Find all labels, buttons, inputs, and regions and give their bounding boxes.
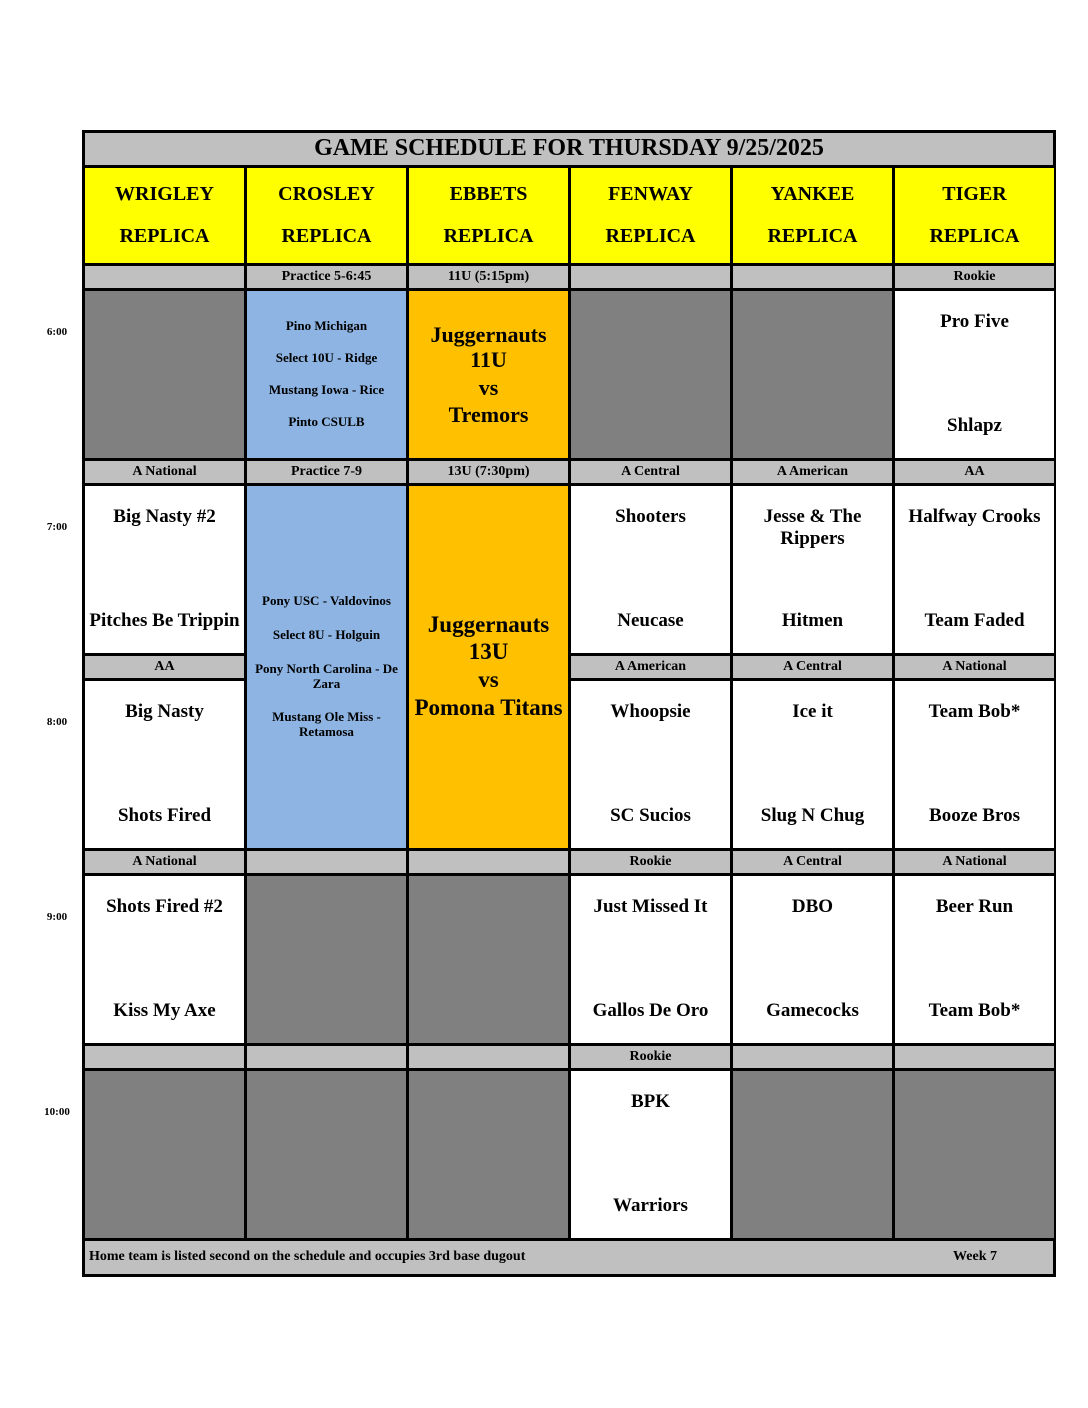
empty-slot bbox=[895, 1071, 1054, 1238]
division-label: Rookie bbox=[571, 851, 730, 873]
away-team: Team Bob* bbox=[928, 701, 1021, 722]
home-team: Shlapz bbox=[947, 415, 1002, 437]
venue-name: TIGER bbox=[942, 183, 1007, 206]
home-team: SC Sucios bbox=[610, 805, 691, 827]
away-team: Shooters bbox=[615, 506, 686, 527]
game-cell[interactable] bbox=[733, 876, 892, 1043]
game-cell[interactable] bbox=[733, 486, 892, 653]
game-cell[interactable] bbox=[571, 486, 730, 653]
game-cell[interactable] bbox=[85, 876, 244, 1043]
game-cell[interactable] bbox=[895, 291, 1054, 458]
time-label: 10:00 bbox=[44, 1106, 70, 1118]
venue-header bbox=[409, 168, 568, 263]
featured-line: vs bbox=[478, 374, 499, 400]
away-team: DBO bbox=[791, 896, 834, 917]
away-team: Whoopsie bbox=[610, 701, 691, 722]
home-team: Team Bob* bbox=[928, 1000, 1021, 1022]
footer-note: Home team is listed second on the schedule and occupies 3rd base dugout bbox=[89, 1249, 526, 1265]
venue-subtitle: REPLICA bbox=[929, 224, 1020, 247]
featured-line: Juggernauts 13U bbox=[427, 612, 550, 664]
empty-slot bbox=[409, 876, 568, 1043]
week-label: Week 7 bbox=[953, 1249, 997, 1265]
away-team: Pro Five bbox=[940, 311, 1009, 332]
home-team: Shots Fired bbox=[117, 805, 212, 827]
division-label bbox=[733, 266, 892, 288]
division-label bbox=[409, 851, 568, 873]
division-label: 11U (5:15pm) bbox=[409, 266, 568, 288]
venue-subtitle: REPLICA bbox=[605, 224, 696, 247]
venue-name: CROSLEY bbox=[278, 183, 375, 206]
venue-subtitle: REPLICA bbox=[767, 224, 858, 247]
practice-team: Pino Michigan bbox=[285, 318, 368, 334]
away-team: BPK bbox=[630, 1091, 671, 1112]
time-label: 6:00 bbox=[46, 326, 68, 338]
division-label: Practice 7-9 bbox=[247, 461, 406, 483]
away-team: Big Nasty #2 bbox=[113, 506, 216, 527]
venue-header bbox=[247, 168, 406, 263]
division-label: AA bbox=[85, 656, 244, 678]
game-cell[interactable] bbox=[895, 681, 1054, 848]
division-label: A National bbox=[85, 851, 244, 873]
division-label bbox=[409, 1046, 568, 1068]
schedule-table bbox=[82, 130, 1056, 1277]
game-cell[interactable] bbox=[571, 1071, 730, 1238]
game-cell[interactable] bbox=[895, 486, 1054, 653]
home-team: Pitches Be Trippin bbox=[89, 610, 240, 632]
empty-slot bbox=[247, 1071, 406, 1238]
away-team: Big Nasty bbox=[125, 701, 204, 722]
featured-line: Pomona Titans bbox=[414, 695, 563, 721]
schedule-title: GAME SCHEDULE FOR THURSDAY 9/25/2025 bbox=[85, 133, 1053, 165]
game-cell[interactable] bbox=[85, 486, 244, 653]
division-label: A National bbox=[85, 461, 244, 483]
empty-slot bbox=[409, 1071, 568, 1238]
home-team: Team Faded bbox=[924, 610, 1025, 632]
venue-subtitle: REPLICA bbox=[281, 224, 372, 247]
home-team: Hitmen bbox=[781, 610, 844, 632]
division-label bbox=[85, 266, 244, 288]
practice-team: Mustang Iowa - Rice bbox=[268, 382, 385, 397]
home-team: Slug N Chug bbox=[760, 805, 865, 827]
away-team: Beer Run bbox=[935, 896, 1014, 917]
time-label: 9:00 bbox=[46, 911, 68, 923]
venue-name: YANKEE bbox=[770, 183, 855, 206]
away-team: Jesse & The Rippers bbox=[763, 506, 862, 549]
division-label: A National bbox=[895, 656, 1054, 678]
away-team: Shots Fired #2 bbox=[106, 896, 223, 917]
featured-line: Tremors bbox=[448, 401, 529, 427]
practice-block[interactable] bbox=[247, 291, 406, 458]
away-team: Halfway Crooks bbox=[908, 506, 1041, 527]
time-label: 8:00 bbox=[46, 716, 68, 728]
schedule-footer bbox=[85, 1241, 1053, 1274]
division-label: A Central bbox=[733, 851, 892, 873]
empty-slot bbox=[733, 291, 892, 458]
division-label: Practice 5-6:45 bbox=[247, 266, 406, 288]
division-label bbox=[247, 851, 406, 873]
division-label bbox=[571, 266, 730, 288]
venue-subtitle: REPLICA bbox=[443, 224, 534, 247]
featured-line: vs bbox=[478, 667, 499, 692]
division-label bbox=[895, 1046, 1054, 1068]
empty-slot bbox=[733, 1071, 892, 1238]
home-team: Gamecocks bbox=[766, 1000, 859, 1022]
home-team: Kiss My Axe bbox=[113, 1000, 216, 1022]
empty-slot bbox=[85, 291, 244, 458]
featured-game[interactable] bbox=[409, 486, 568, 848]
venue-name: FENWAY bbox=[608, 183, 693, 206]
practice-team: Select 8U - Holguin bbox=[272, 626, 381, 642]
empty-slot bbox=[85, 1071, 244, 1238]
division-label: A National bbox=[895, 851, 1054, 873]
game-cell[interactable] bbox=[733, 681, 892, 848]
division-label: A American bbox=[571, 656, 730, 678]
featured-line: Juggernauts 11U bbox=[430, 321, 547, 373]
division-label: 13U (7:30pm) bbox=[409, 461, 568, 483]
venue-name: EBBETS bbox=[449, 183, 528, 206]
home-team: Warriors bbox=[613, 1195, 688, 1217]
division-label: A Central bbox=[571, 461, 730, 483]
venue-header bbox=[895, 168, 1054, 263]
practice-team: Select 10U - Ridge bbox=[275, 350, 378, 366]
home-team: Booze Bros bbox=[929, 805, 1020, 827]
practice-team: Mustang Ole Miss - Retamosa bbox=[272, 709, 381, 740]
division-label bbox=[733, 1046, 892, 1068]
home-team: Gallos De Oro bbox=[592, 1000, 709, 1022]
game-cell[interactable] bbox=[571, 876, 730, 1043]
time-label: 7:00 bbox=[46, 521, 68, 533]
division-label bbox=[85, 1046, 244, 1068]
practice-team: Pinto CSULB bbox=[288, 413, 365, 429]
game-cell[interactable] bbox=[85, 681, 244, 848]
away-team: Just Missed It bbox=[593, 896, 708, 917]
practice-team: Pony USC - Valdovinos bbox=[262, 592, 391, 608]
division-label: Rookie bbox=[571, 1046, 730, 1068]
practice-team: Pony North Carolina - De Zara bbox=[255, 660, 398, 691]
division-label: A Central bbox=[733, 656, 892, 678]
venue-header bbox=[571, 168, 730, 263]
away-team: Ice it bbox=[792, 701, 833, 722]
game-cell[interactable] bbox=[571, 681, 730, 848]
venue-name: WRIGLEY bbox=[115, 183, 214, 206]
venue-header bbox=[733, 168, 892, 263]
division-label: AA bbox=[895, 461, 1054, 483]
division-label: Rookie bbox=[895, 266, 1054, 288]
home-team: Neucase bbox=[617, 610, 684, 632]
venue-header bbox=[85, 168, 244, 263]
empty-slot bbox=[571, 291, 730, 458]
game-cell[interactable] bbox=[895, 876, 1054, 1043]
venue-subtitle: REPLICA bbox=[119, 224, 210, 247]
division-label bbox=[247, 1046, 406, 1068]
division-label: A American bbox=[733, 461, 892, 483]
featured-game[interactable] bbox=[409, 291, 568, 458]
empty-slot bbox=[247, 876, 406, 1043]
practice-block[interactable] bbox=[247, 486, 406, 848]
